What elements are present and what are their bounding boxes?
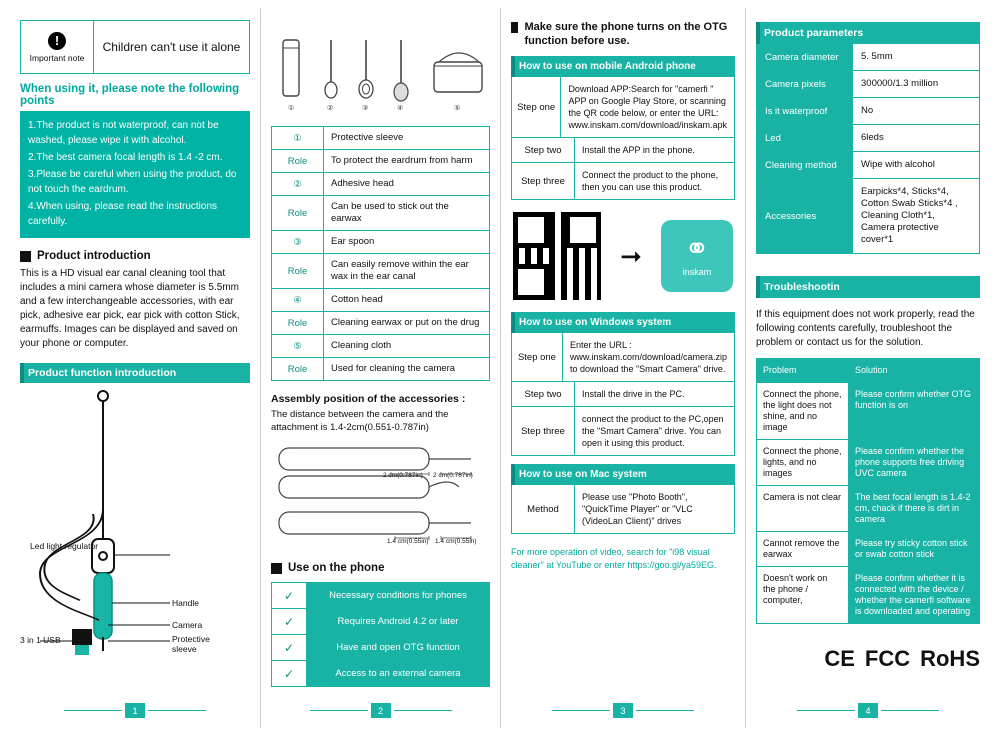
column-3	[500, 8, 745, 728]
troubleshooting-solution: Please try sticky cotton stick or swab cotton stick	[849, 532, 979, 566]
parameter-value: 300000/1.3 million	[861, 78, 939, 89]
label-led-regulator: Led light regulator	[30, 541, 99, 551]
assembly-dim: 1.4 cm(0.55in)	[435, 538, 477, 545]
accessory-key: Role	[272, 358, 324, 380]
important-note-label: Important note	[29, 52, 85, 63]
troubleshooting-solution: Please confirm whether it is connected with the device / whether the camerfi software is downloaded and operating	[849, 567, 979, 623]
rohs-mark-icon: RoHS	[920, 646, 980, 671]
parameter-value: Wipe with alcohol	[861, 159, 935, 170]
product-parameters-table	[756, 44, 980, 254]
step-value: Enter the URL : www.inskam.com/download/camera.zip to download the "Smart Camera" drive.	[569, 340, 727, 374]
important-note-left	[21, 21, 94, 73]
check-icon: ✓	[272, 635, 307, 660]
phone-requirement-row	[272, 609, 489, 635]
accessory-key: Role	[272, 150, 324, 172]
column-4	[745, 8, 990, 728]
device-diagram	[20, 389, 250, 679]
step-value: Install the APP in the phone.	[582, 145, 695, 155]
use-on-phone-label: Use on the phone	[288, 562, 385, 574]
troubleshooting-solution: The best focal length is 1.4-2 cm, chack if there is dirt in camera	[849, 486, 979, 531]
page-rule-right	[148, 710, 206, 711]
step-key: Step one	[512, 77, 561, 137]
parameter-row	[757, 152, 979, 179]
accessory-key: ①	[272, 127, 324, 149]
square-bullet-icon	[20, 251, 31, 262]
step-key: Step one	[512, 333, 563, 381]
assembly-dim: 2 cm(0.787in)	[383, 472, 423, 479]
warning-panel	[20, 111, 250, 238]
phone-requirement-label: Access to an external camera	[307, 661, 489, 686]
phone-requirement-row	[272, 635, 489, 661]
assembly-diagram	[271, 440, 490, 560]
accessory-key: Role	[272, 196, 324, 230]
page-rule-right	[394, 710, 452, 711]
certification-marks	[756, 646, 980, 672]
parts-illustration	[271, 22, 490, 118]
parameter-row	[757, 98, 979, 125]
accessory-value: Adhesive head	[331, 178, 394, 189]
step-key: Step three	[512, 407, 575, 455]
parameter-value: Earpicks*4, Sticks*4, Cotton Swab Sticks*4 , Cleaning Cloth*1, Camera protective cover*1	[861, 186, 958, 245]
accessory-row	[271, 196, 490, 231]
square-bullet-icon	[271, 563, 282, 574]
troubleshooting-row	[757, 567, 979, 623]
app-name-label: inskam	[682, 267, 712, 277]
label-camera: Camera	[172, 620, 203, 630]
accessories-table	[271, 126, 490, 381]
phone-requirement-row	[272, 661, 489, 686]
troubleshooting-problem: Doesn't work on the phone / computer,	[757, 567, 849, 623]
accessory-row	[271, 127, 490, 150]
important-note-text: Children can't use it alone	[102, 40, 241, 54]
page-rule-left	[797, 710, 855, 711]
warning-heading: When using it, please note the following points	[20, 83, 240, 107]
parameter-key: Cleaning method	[757, 152, 853, 178]
important-note-box	[20, 20, 250, 74]
accessory-value: To protect the eardrum from harm	[331, 155, 473, 166]
arrow-right-icon: ➞	[620, 241, 642, 271]
step-value: Download APP:Search for "camerfi " APP on Google Play Store, or scanning the QR code below, or enter the URL: www.inskam.com/download/inskam.apk	[568, 84, 728, 130]
step-value: connect the product to the PC,open the "Smart Camera" drive. You can open it using this product.	[582, 414, 724, 448]
check-icon: ✓	[272, 583, 307, 608]
accessory-value: Ear spoon	[331, 236, 375, 247]
phone-requirement-label: Have and open OTG function	[307, 635, 489, 660]
troubleshooting-row	[757, 486, 979, 532]
page-number-badge: 1	[125, 703, 145, 718]
parameter-key: Camera diameter	[757, 44, 853, 70]
page-rule-left	[552, 710, 610, 711]
mac-bar: How to use on Mac system	[511, 464, 735, 485]
accessory-key: ②	[272, 173, 324, 195]
svg-text:⑤: ⑤	[454, 105, 461, 112]
troubleshooting-problem: Cannot remove the earwax	[757, 532, 849, 566]
troubleshooting-header-solution: Solution	[849, 359, 979, 382]
accessory-value: Can easily remove within the ear wax in the ear canal	[331, 259, 469, 282]
parameter-row	[757, 71, 979, 98]
step-value: Please use "Photo Booth", "QuickTime Player" or "VLC (VideoLan Client)" drives	[582, 492, 693, 526]
step-key: Step two	[512, 382, 575, 406]
svg-text:④: ④	[397, 105, 404, 112]
assembly-dim: 2 cm(0.787in)	[433, 472, 473, 479]
product-introduction-title	[20, 250, 250, 262]
column-2	[260, 8, 500, 728]
step-row	[512, 138, 734, 163]
accessory-key: Role	[272, 254, 324, 288]
troubleshooting-row	[757, 440, 979, 486]
svg-text:②: ②	[327, 105, 334, 112]
accessory-value: Cleaning earwax or put on the drug	[331, 317, 480, 328]
accessory-value: Protective sleeve	[331, 132, 404, 143]
page-number-3	[552, 703, 694, 718]
label-handle: Handle	[172, 598, 199, 608]
video-footnote: For more operation of video, search for "i98 visual cleaner" at YouTube or enter https://goo.gl/ya59EG.	[511, 547, 717, 570]
accessory-value: Cotton head	[331, 294, 383, 305]
ear-icon: ⚭	[684, 233, 710, 266]
product-introduction-label: Product introduction	[37, 250, 151, 262]
assembly-title: Assembly position of the accessories :	[271, 393, 466, 405]
step-row	[512, 382, 734, 407]
parts-illustration-svg	[271, 22, 491, 114]
step-row	[512, 77, 734, 138]
otg-heading	[511, 20, 735, 48]
troubleshooting-solution: Please confirm whether the phone supports free driving UVC camera	[849, 440, 979, 485]
otg-heading-text: Make sure the phone turns on the OTG function before use.	[524, 21, 728, 47]
accessory-key: ⑤	[272, 335, 324, 357]
troubleshooting-solution: Please confirm whether OTG function is on	[849, 383, 979, 439]
troubleshooting-row	[757, 532, 979, 567]
step-key: Step two	[512, 138, 575, 162]
qr-code-icon	[513, 212, 601, 300]
step-value: Connect the product to the phone, then you can use this product.	[582, 170, 719, 192]
assembly-text: The distance between the camera and the attachment is 1.4-2cm(0.551-0.787in)	[271, 409, 449, 433]
accessory-value: Used for cleaning the camera	[331, 363, 456, 374]
step-row	[512, 163, 734, 199]
parameter-value: 5. 5mm	[861, 51, 893, 62]
page-rule-right	[636, 710, 694, 711]
inskam-app-icon	[661, 220, 733, 292]
svg-text:①: ①	[288, 105, 295, 112]
check-icon: ✓	[272, 661, 307, 686]
exclamation-icon: !	[48, 32, 66, 50]
square-bullet-icon	[511, 22, 518, 33]
warning-item: 4.When using, please read the instructions carefully.	[28, 201, 217, 227]
parameter-row	[757, 44, 979, 71]
parameter-value: No	[861, 105, 874, 116]
troubleshooting-problem: Connect the phone, the light does not shine, and no image	[757, 383, 849, 439]
page-rule-right	[881, 710, 939, 711]
page-rule-left	[310, 710, 368, 711]
fcc-mark-icon: FCC	[864, 646, 911, 671]
page-number-badge: 2	[371, 703, 391, 718]
troubleshooting-bar: Troubleshootin	[756, 276, 980, 298]
accessory-key: ③	[272, 231, 324, 253]
accessory-key: Role	[272, 312, 324, 334]
step-row	[512, 407, 734, 455]
product-function-bar: Product function introduction	[20, 363, 250, 383]
label-usb: 3 in 1 USB	[20, 635, 61, 645]
windows-steps-table	[511, 333, 735, 456]
step-key: Method	[512, 485, 575, 533]
svg-text:③: ③	[362, 105, 369, 112]
accessory-value: Can be used to stick out the earwax	[331, 201, 449, 224]
step-row	[512, 333, 734, 382]
accessory-row	[271, 254, 490, 289]
column-1	[10, 8, 260, 728]
troubleshooting-problem: Camera is not clear	[757, 486, 849, 531]
page-number-4	[797, 703, 939, 718]
columns	[10, 8, 990, 728]
product-introduction-text: This is a HD visual ear canal cleaning tool that includes a mini camera whose diameter is 5.5mm and a few interchangeable accessories, with ear pick, adhesive ear pick, ear pick with cotton Stick, earmuffs. Images can be displayed and saved on your phone or computer.	[20, 268, 240, 349]
warning-item: 1.The product is not waterproof, can not be washed, please wipe it with alcohol.	[28, 120, 219, 146]
accessory-row	[271, 289, 490, 312]
ce-mark-icon: CE	[824, 646, 855, 671]
qr-area	[513, 212, 733, 300]
product-parameters-bar: Product parameters	[756, 22, 980, 44]
check-icon: ✓	[272, 609, 307, 634]
accessory-value: Cleaning cloth	[331, 340, 392, 351]
troubleshooting-header-problem: Problem	[757, 359, 849, 382]
parameter-key: Is it waterproof	[757, 98, 853, 124]
parameter-row	[757, 125, 979, 152]
accessory-row	[271, 312, 490, 335]
accessory-key: ④	[272, 289, 324, 311]
troubleshooting-header-row	[757, 359, 979, 383]
android-bar: How to use on mobile Android phone	[511, 56, 735, 77]
parameter-key: Led	[757, 125, 853, 151]
accessory-row	[271, 358, 490, 381]
page-number-1	[64, 703, 206, 718]
windows-bar: How to use on Windows system	[511, 312, 735, 333]
parameter-key: Accessories	[757, 179, 853, 253]
use-on-phone-title	[271, 562, 490, 574]
troubleshooting-row	[757, 383, 979, 440]
troubleshooting-text: If this equipment does not work properly, read the following contents carefully, troubleshoot the problem or contact us for the solution.	[756, 309, 975, 348]
step-row	[512, 485, 734, 533]
page-number-badge: 4	[858, 703, 878, 718]
step-value: Install the drive in the PC.	[582, 389, 685, 399]
page-rule-left	[64, 710, 122, 711]
phone-requirement-row	[272, 583, 489, 609]
accessory-row	[271, 335, 490, 358]
phone-requirement-label: Necessary conditions for phones	[307, 583, 489, 608]
phone-requirement-label: Requires Android 4.2 or later	[307, 609, 489, 634]
assembly-dim: 1.4 cm(0.55in)	[387, 538, 429, 545]
mac-steps-table	[511, 485, 735, 534]
warning-item: 3.Please be careful when using the product, do not touch the eardrum.	[28, 169, 237, 195]
troubleshooting-problem: Connect the phone, lights, and no images	[757, 440, 849, 485]
accessory-row	[271, 231, 490, 254]
android-steps-table	[511, 77, 735, 200]
warning-item: 2.The best camera focal length is 1.4 -2 cm.	[28, 152, 223, 163]
page-number-2	[310, 703, 452, 718]
accessory-row	[271, 173, 490, 196]
label-protective-sleeve: Protective sleeve	[172, 634, 210, 654]
step-key: Step three	[512, 163, 575, 199]
parameter-row	[757, 179, 979, 253]
parameter-key: Camera pixels	[757, 71, 853, 97]
phone-requirements-table	[271, 582, 490, 687]
qr-finder-icon	[513, 264, 549, 300]
page-number-badge: 3	[613, 703, 633, 718]
troubleshooting-table	[756, 358, 980, 624]
parameter-value: 6leds	[861, 132, 884, 143]
accessory-row	[271, 150, 490, 173]
